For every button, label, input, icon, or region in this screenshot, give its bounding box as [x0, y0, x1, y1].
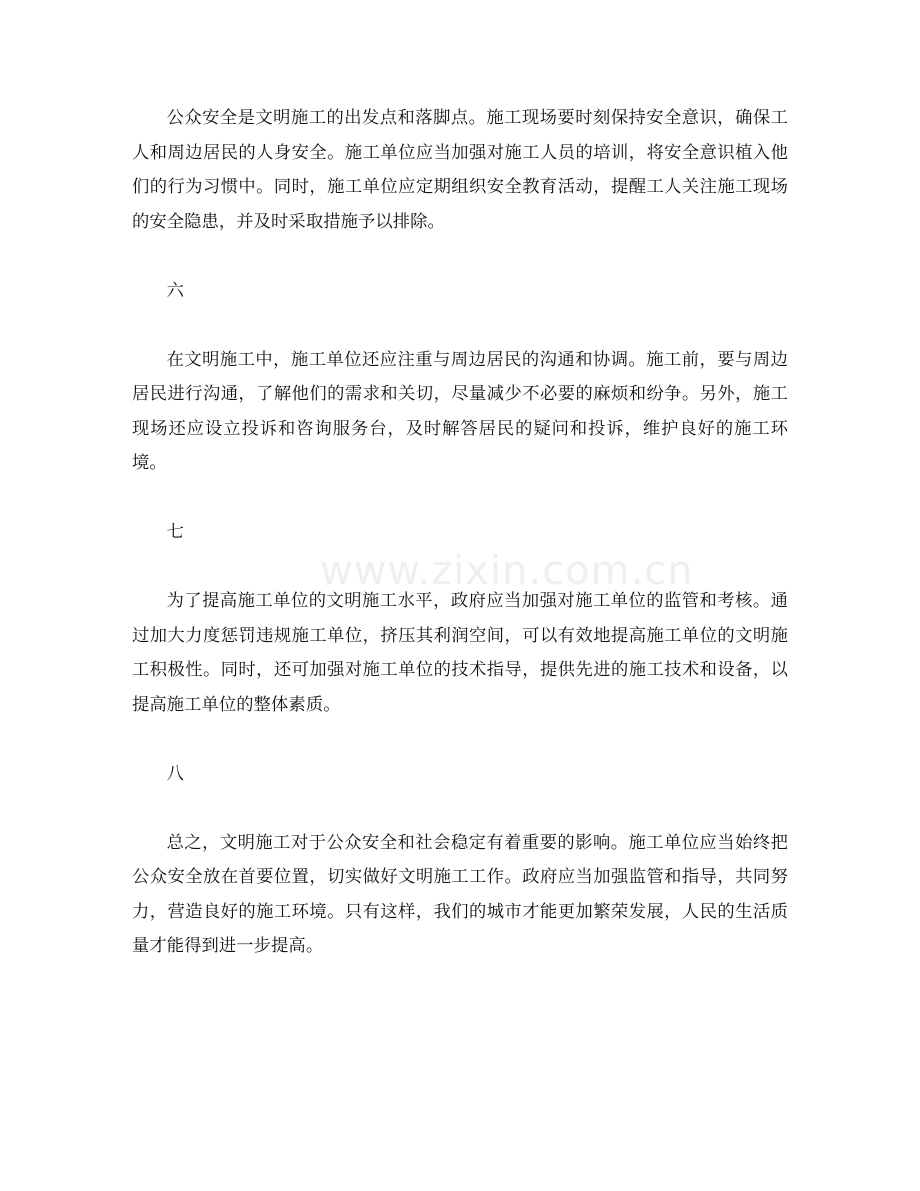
paragraph-spacer: [132, 239, 788, 274]
paragraph-spacer: [132, 550, 788, 585]
section-heading-eight: 八: [166, 763, 184, 784]
document-body: [132, 101, 788, 964]
paragraph-spacer: [132, 791, 788, 826]
paragraph-government-supervision: 为了提高施工单位的文明施工水平，政府应当加强对施工单位的监管和考核。通过加大力度惩罚违规施工单位，挤压其利润空间，可以有效地提高施工单位的文明施工积极性。同时，还可加强对施工单位的技术指导，提供先进的施工技术和设备，以提高施工单位的整体素质。: [132, 591, 788, 715]
paragraph-resident-communication: 在文明施工中，施工单位还应注重与周边居民的沟通和协调。施工前，要与周边居民进行沟通，了解他们的需求和关切，尽量减少不必要的麻烦和纷争。另外，施工现场还应设立投诉和咨询服务台，及时解答居民的疑问和投诉，维护良好的施工环境。: [132, 349, 788, 473]
paragraph-spacer: [132, 308, 788, 343]
paragraph-spacer: [132, 722, 788, 757]
paragraph-public-safety: 公众安全是文明施工的出发点和落脚点。施工现场要时刻保持安全意识，确保工人和周边居民的人身安全。施工单位应当加强对施工人员的培训，将安全意识植入他们的行为习惯中。同时，施工单位应定期组织安全教育活动，提醒工人关注施工现场的安全隐患，并及时采取措施予以排除。: [132, 108, 788, 232]
paragraph-spacer: [132, 481, 788, 516]
section-heading-six: 六: [166, 280, 184, 301]
paragraph-conclusion: 总之，文明施工对于公众安全和社会稳定有着重要的影响。施工单位应当始终把公众安全放在首要位置，切实做好文明施工工作。政府应当加强监管和指导，共同努力，营造良好的施工环境。只有这样，我们的城市才能更加繁荣发展，人民的生活质量才能得到进一步提高。: [132, 832, 788, 956]
section-heading-seven: 七: [166, 522, 184, 542]
watermark-logo: www.zixin.com.cn: [320, 548, 694, 594]
